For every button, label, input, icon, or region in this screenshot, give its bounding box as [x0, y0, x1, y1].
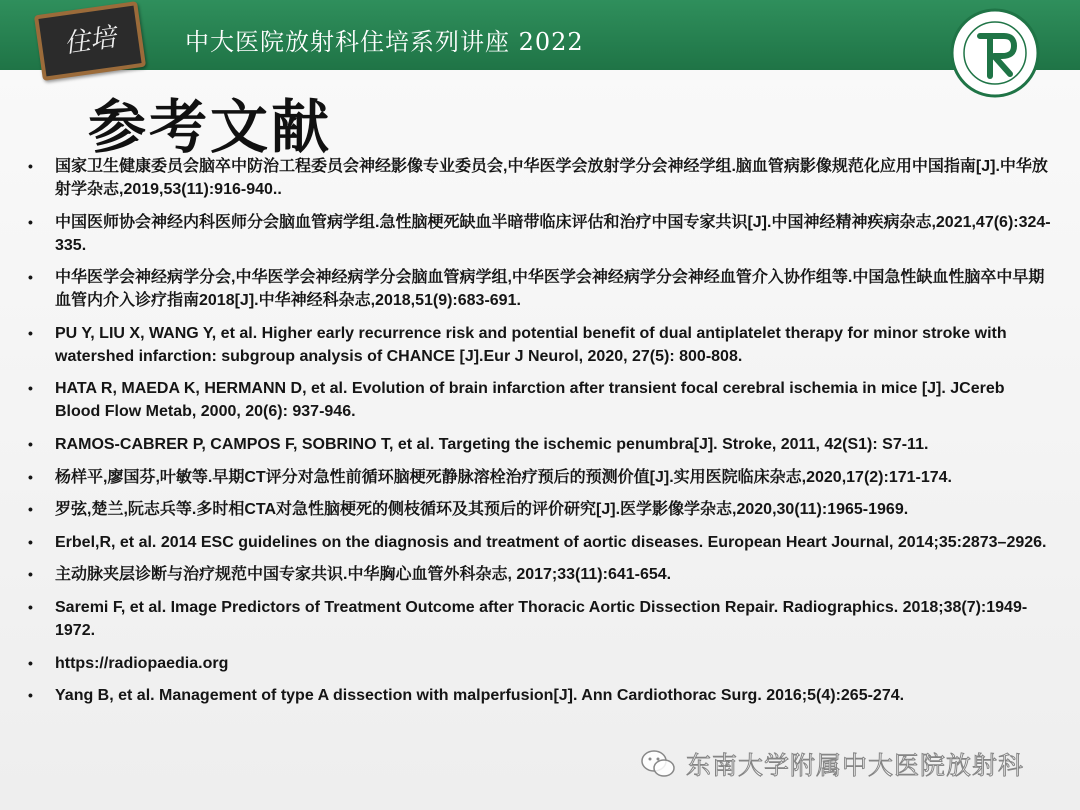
watermark [640, 746, 1024, 782]
reference-item [28, 211, 1053, 257]
reference-item [28, 155, 1053, 201]
reference-item [28, 498, 1053, 521]
reference-item [28, 466, 1053, 489]
bullet-icon: • [28, 324, 33, 341]
bullet-icon: • [28, 380, 33, 397]
reference-text: Erbel,R, et al. 2014 ESC guidelines on the diagnosis and treatment of aortic diseases. European Heart Journal, 2014;35:2873–2926. [55, 533, 1047, 551]
reference-text: Saremi F, et al. Image Predictors of Treatment Outcome after Thoracic Aortic Dissection Repair. Radiographics. 2018;38(7):1949-1972. [55, 598, 1028, 639]
reference-item [28, 322, 1053, 368]
reference-item [28, 563, 1053, 586]
department-logo-icon [950, 8, 1040, 98]
page-title: 参考文献 [88, 93, 333, 161]
training-badge [34, 1, 146, 81]
bullet-icon: • [28, 501, 33, 518]
reference-link[interactable]: https://radiopaedia.org [55, 654, 229, 672]
bullet-icon: • [28, 269, 33, 286]
reference-text: 主动脉夹层诊断与治疗规范中国专家共识.中华胸心血管外科杂志, 2017;33(11):641-654. [55, 566, 672, 584]
bullet-icon: • [28, 654, 33, 671]
reference-item [28, 377, 1053, 423]
reference-text: HATA R, MAEDA K, HERMANN D, et al. Evolution of brain infarction after transient focal cerebral ischemia in mice [J]. JCereb Blood Flow Metab, 2000, 20(6): 937-946. [55, 380, 1005, 421]
reference-text: RAMOS-CABRER P, CAMPOS F, SOBRINO T, et al. Targeting the ischemic penumbra[J]. Stroke, 2011, 42(S1): S7-11. [55, 435, 929, 453]
watermark-text: 东南大学附属中大医院放射科 [686, 751, 1025, 780]
bullet-icon: • [28, 687, 33, 704]
reference-text: Yang B, et al. Management of type A dissection with malperfusion[J]. Ann Cardiothorac Surg. 2016;5(4):265-274. [55, 687, 905, 705]
bullet-icon: • [28, 213, 33, 230]
reference-item [28, 684, 1053, 707]
reference-text: PU Y, LIU X, WANG Y, et al. Higher early recurrence risk and potential benefit of dual antiplatelet therapy for minor stroke with watershed infarction: subgroup analysis of CHANCE [J].Eur J Neurol, 2020, 27(5): 800-808. [55, 324, 1007, 365]
bullet-icon: • [28, 566, 33, 583]
bullet-icon: • [28, 468, 33, 485]
bullet-icon: • [28, 158, 33, 174]
reference-item [28, 433, 1053, 456]
reference-item [28, 266, 1053, 312]
reference-text: 中华医学会神经病学分会,中华医学会神经病学分会脑血管病学组,中华医学会神经病学分会神经血管介入协作组等.中国急性缺血性脑卒中早期血管内介入诊疗指南2018[J].中华神经科杂志,2018,51(9):683-691. [55, 269, 1045, 310]
wechat-icon [640, 748, 676, 780]
reference-item [28, 596, 1053, 642]
reference-text: 杨样平,廖国芬,叶敏等.早期CT评分对急性前循环脑梗死静脉溶栓治疗预后的预测价值[J].实用医院临床杂志,2020,17(2):171-174. [55, 468, 952, 486]
reference-text: 中国医师协会神经内科医师分会脑血管病学组.急性脑梗死缺血半暗带临床评估和治疗中国专家共识[J].中国神经精神疾病杂志,2021,47(6):324-335. [55, 213, 1051, 254]
reference-list [28, 155, 1053, 717]
bullet-icon: • [28, 435, 33, 452]
reference-item [28, 652, 1053, 675]
reference-text: 国家卫生健康委员会脑卒中防治工程委员会神经影像专业委员会,中华医学会放射学分会神经学组.脑血管病影像规范化应用中国指南[J].中华放射学杂志,2019,53(11):916-940.. [55, 158, 1048, 198]
reference-item [28, 531, 1053, 554]
reference-text: 罗弦,楚兰,阮志兵等.多时相CTA对急性脑梗死的侧枝循环及其预后的评价研究[J].医学影像学杂志,2020,30(11):1965-1969. [55, 501, 909, 519]
header-title: 中大医院放射科住培系列讲座 2022 [185, 28, 584, 56]
bullet-icon: • [28, 533, 33, 550]
header-bar [0, 0, 1080, 70]
bullet-icon: • [28, 598, 33, 615]
badge-text: 住培 [62, 22, 118, 60]
